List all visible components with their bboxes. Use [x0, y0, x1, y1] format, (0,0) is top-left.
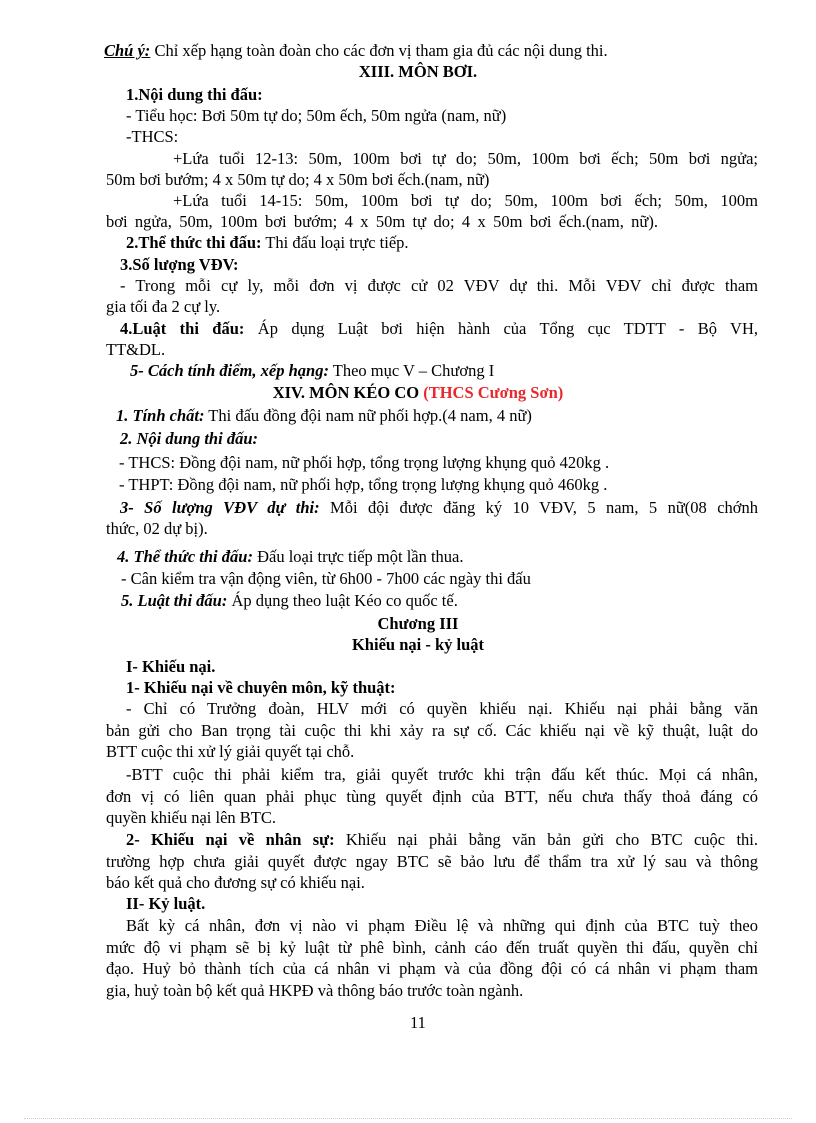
tug-t2-a: - THCS: Đồng đội nam, nữ phối hợp, tổng trọng lượng khụng quỏ 420kg . — [119, 453, 610, 472]
tug-t4 — [117, 546, 769, 567]
swim-s5-title: 5- Cách tính điểm, xếp hạng: — [130, 361, 329, 380]
swim-thcs: -THCS: — [126, 127, 179, 146]
swim-s4-title: 4.Luật thi đấu: — [120, 319, 245, 338]
chapter-title: Chương III — [377, 614, 459, 633]
complaint-2-c: báo kết quả cho đương sự có khiếu nại. — [106, 873, 365, 892]
tug-t2-title: 2. Nội dung thi đấu: — [120, 429, 258, 448]
complaint-1-b: bản gửi cho Ban trọng tài cuộc thi khi xảy ra sự cố. Các khiếu nại về kỹ thuật, luật do — [106, 721, 758, 740]
tug-t3-title: 3- Số lượng VĐV dự thi: — [120, 498, 320, 517]
discipline-d: gia, huỷ toàn bộ kết quả HKPĐ và thông báo trước toàn ngành. — [106, 981, 524, 1000]
page-number: 11 — [410, 1013, 426, 1032]
complaint-2-b: trường hợp chưa giải quyết được ngay BTC sẽ bảo lưu để thẩm tra xử lý sau và thông — [106, 852, 758, 871]
complaint-1-d: -BTT cuộc thi phải kiểm tra, giải quyết trước khi trận đấu kết thúc. Mọi cá nhân, — [126, 765, 758, 784]
swim-s5-text: Theo mục V – Chương I — [328, 361, 495, 380]
swim-s4-a: Áp dụng Luật bơi hiện hành của Tổng cục TDTT - Bộ VH, — [244, 319, 759, 338]
complaint-1-c: BTT cuộc thi xử lý giải quyết tại chỗ. — [106, 742, 355, 761]
tug-t4-text: Đấu loại trực tiếp một lần thua. — [252, 547, 464, 566]
note-text: Chỉ xếp hạng toàn đoàn cho các đơn vị tham gia đủ các nội dung thi. — [150, 41, 608, 60]
complaint-1-title: 1- Khiếu nại về chuyên môn, kỹ thuật: — [126, 678, 396, 697]
tug-heading — [76, 382, 760, 403]
tug-t2-b: - THPT: Đồng đội nam, nữ phối hợp, tổng trọng lượng khụng quỏ 460kg . — [119, 475, 608, 494]
complaint-2-title: 2- Khiếu nại về nhân sự: — [126, 830, 335, 849]
swim-s2-title: 2.Thể thức thi đấu: — [126, 233, 262, 252]
tug-heading-text: XIV. MÔN KÉO CO — [272, 383, 424, 402]
swim-s4-b: TT&DL. — [106, 340, 166, 359]
complaint-title: I- Khiếu nại. — [126, 657, 216, 676]
tug-t3-a: Mỗi đội được đăng ký 10 VĐV, 5 nam, 5 nữ(08 chớnh — [319, 498, 759, 517]
tug-heading-host: (THCS Cương Sơn) — [423, 383, 564, 402]
swim-s2-text: Thi đấu loại trực tiếp. — [261, 233, 409, 252]
tug-t4-title: 4. Thể thức thi đấu: — [117, 547, 253, 566]
swim-s3-title: 3.Số lượng VĐV: — [120, 255, 239, 274]
swim-s2 — [126, 232, 778, 253]
tug-t3 — [120, 497, 758, 518]
swim-s4 — [120, 318, 758, 339]
swim-age1415-b: bơi ngửa, 50m, 100m bơi bướm; 4 x 50m tự do; 4 x 50m bơi ếch.(nam, nữ). — [106, 212, 658, 231]
discipline-a: Bất kỳ cá nhân, đơn vị nào vi phạm Điều lệ và những qui định của BTC tuỳ theo — [126, 916, 758, 935]
tug-t4-bullet: - Cân kiểm tra vận động viên, từ 6h00 - 7h00 các ngày thi đấu — [121, 569, 531, 588]
swim-heading: XIII. MÔN BƠI. — [358, 62, 478, 81]
tug-t1-text: Thi đấu đồng đội nam nữ phối hợp.(4 nam, 4 nữ) — [204, 406, 532, 425]
swim-s3-a: - Trong mỗi cự ly, mỗi đơn vị được cử 02 VĐV dự thi. Mỗi VĐV chỉ được tham — [120, 276, 758, 295]
tug-t5-text: Áp dụng theo luật Kéo co quốc tế. — [227, 591, 458, 610]
swim-s5 — [130, 360, 782, 381]
complaint-1-f: quyền khiếu nại lên BTC. — [106, 808, 277, 827]
complaint-2-a: Khiếu nại phải bằng văn bản gửi cho BTC cuộc thi. — [334, 830, 758, 849]
discipline-title: II- Kỷ luật. — [126, 894, 206, 913]
note-line — [104, 40, 756, 61]
discipline-b: mức độ vi phạm sẽ bị kỷ luật từ phê bình, cảnh cáo đến truất quyền thi đấu, quyền chỉ — [106, 938, 758, 957]
complaint-2 — [126, 829, 758, 850]
swim-age1213-a: +Lứa tuổi 12-13: 50m, 100m bơi tự do; 50m, 100m bơi ếch; 50m bơi ngửa; — [173, 149, 758, 168]
chapter-subtitle: Khiếu nại - kỷ luật — [351, 635, 485, 654]
page-bottom-divider — [24, 1118, 792, 1119]
swim-age1415-a: +Lứa tuổi 14-15: 50m, 100m bơi tự do; 50m, 100m bơi ếch; 50m, 100m — [173, 191, 758, 210]
tug-t5 — [121, 590, 773, 611]
tug-t3-b: thức, 02 dự bị). — [106, 519, 208, 538]
swim-age1213-b: 50m bơi bướm; 4 x 50m tự do; 4 x 50m bơi ếch.(nam, nữ) — [106, 170, 490, 189]
complaint-1-e: đơn vị có liên quan phải phục tùng quyết định của BTT, nếu chưa thấy thoả đáng có — [106, 787, 758, 806]
tug-t5-title: 5. Luật thi đấu: — [121, 591, 228, 610]
swim-primary: - Tiểu học: Bơi 50m tự do; 50m ếch, 50m ngửa (nam, nữ) — [126, 106, 507, 125]
swim-s1-title: 1.Nội dung thi đấu: — [126, 85, 263, 104]
note-label: Chú ý: — [104, 41, 151, 60]
tug-t1 — [116, 405, 768, 426]
complaint-1-a: - Chỉ có Trưởng đoàn, HLV mới có quyền khiếu nại. Khiếu nại phải bằng văn — [126, 699, 758, 718]
tug-t1-title: 1. Tính chất: — [116, 406, 205, 425]
discipline-c: đạo. Huỷ bỏ thành tích của cá nhân vi phạm và của đồng đội có cá nhân vi phạm tham — [106, 959, 758, 978]
swim-s3-b: gia tối đa 2 cự ly. — [106, 297, 221, 316]
